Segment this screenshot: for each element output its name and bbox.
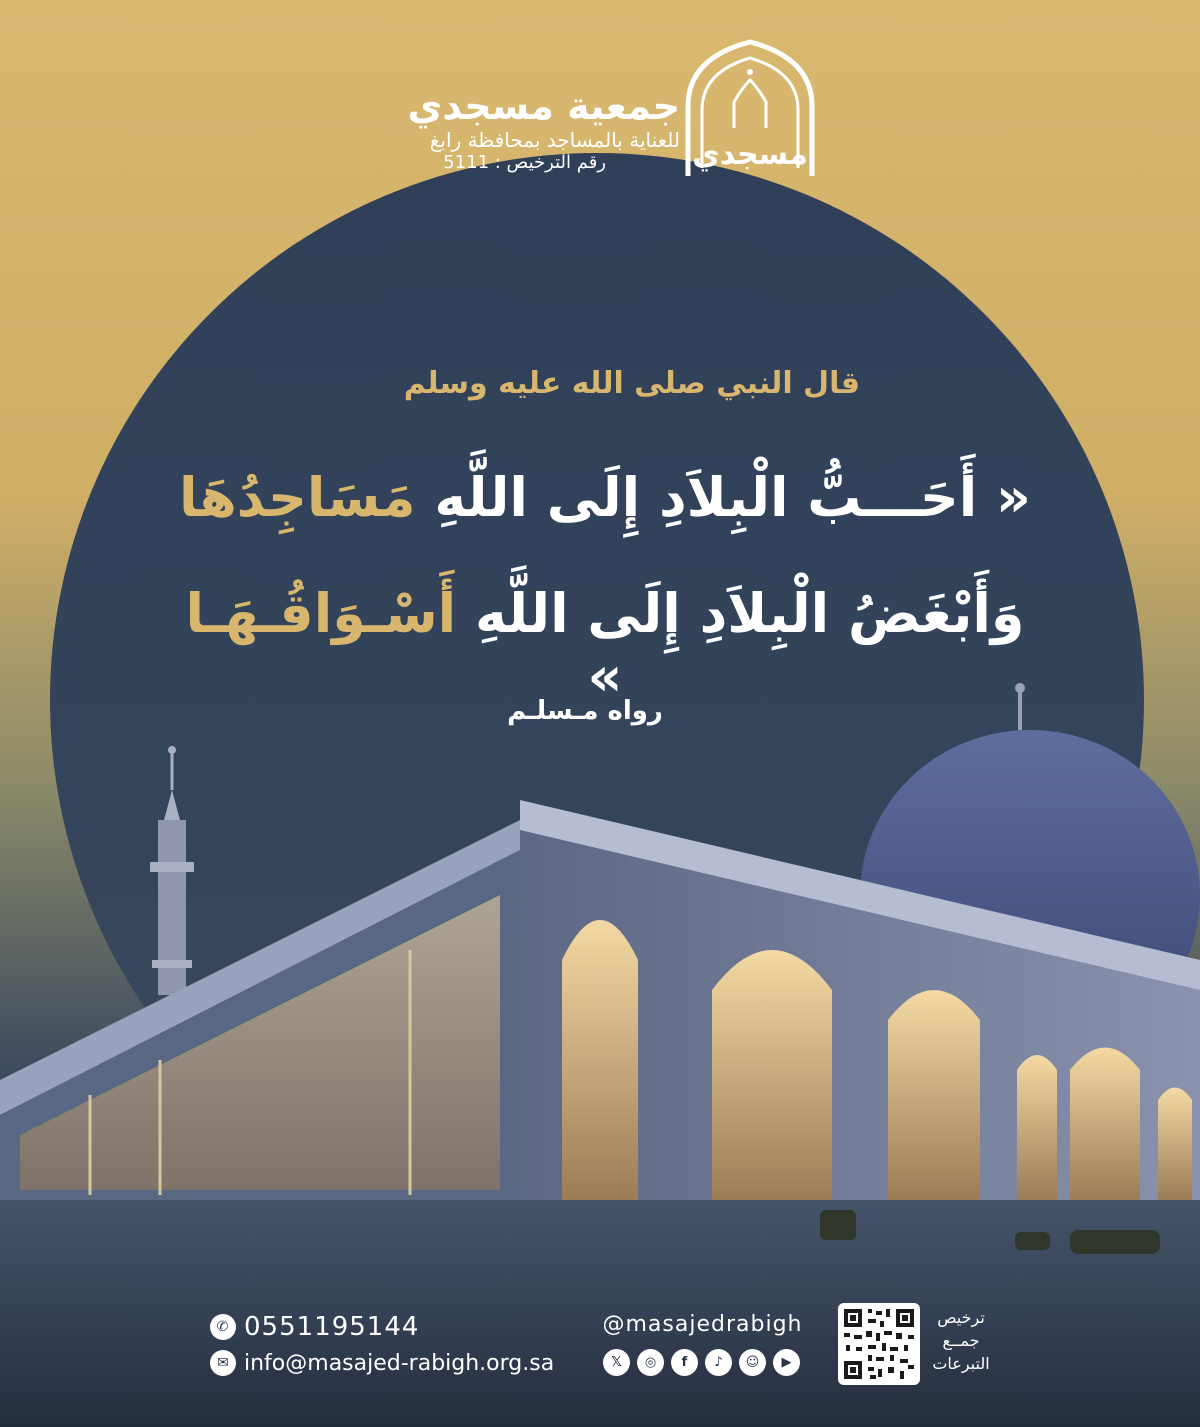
hadith-line-2-highlight: أَسْـوَاقُـهَـا — [185, 582, 457, 645]
logo-title: جمعية مسجدي — [407, 84, 680, 128]
facebook-icon[interactable]: f — [671, 1349, 698, 1376]
mail-icon: ✉ — [210, 1350, 236, 1376]
instagram-icon[interactable]: ◎ — [637, 1349, 664, 1376]
license-number: رقم الترخيص : 5111 — [443, 152, 606, 173]
hadith-line-2 — [170, 582, 1040, 708]
plaza-ground — [0, 1195, 1200, 1427]
mosque-logo-icon — [680, 36, 820, 178]
hadith-line-1 — [170, 466, 1040, 529]
tiktok-icon[interactable]: ♪ — [705, 1349, 732, 1376]
closing-quote-mark: » — [587, 645, 623, 708]
qr-code[interactable] — [838, 1303, 920, 1385]
social-handle[interactable]: @masajedrabigh — [602, 1312, 803, 1337]
logo-emblem-text: مسجدي — [692, 137, 808, 172]
phone-number: 0551195144 — [244, 1312, 420, 1342]
snapchat-icon[interactable]: ☺ — [739, 1349, 766, 1376]
hadith-intro: قال النبي صلى الله عليه وسلم — [403, 366, 860, 401]
hadith-line-1-highlight: مَسَاجِدُهَا — [179, 466, 416, 529]
email-contact[interactable] — [210, 1350, 554, 1376]
hadith-line-2-text: وَأَبْغَضُ الْبِلاَدِ إِلَى اللَّهِ — [475, 582, 1025, 645]
donation-license-label: ترخيص جمــع التبرعات — [932, 1308, 990, 1373]
logo-subtitle: للعناية بالمساجد بمحافظة رابغ — [429, 128, 680, 152]
youtube-icon[interactable]: ▶ — [773, 1349, 800, 1376]
phone-contact[interactable] — [210, 1312, 419, 1342]
x-icon[interactable]: 𝕏 — [603, 1349, 630, 1376]
social-icons — [603, 1349, 800, 1376]
email-address: info@masajed-rabigh.org.sa — [244, 1350, 555, 1376]
hadith-narrator: رواه مـسلـم — [507, 696, 663, 726]
hadith-line-1-text: « أَحَـــبُّ الْبِلاَدِ إِلَى اللَّهِ — [434, 466, 1031, 529]
phone-icon: ✆ — [210, 1314, 236, 1340]
